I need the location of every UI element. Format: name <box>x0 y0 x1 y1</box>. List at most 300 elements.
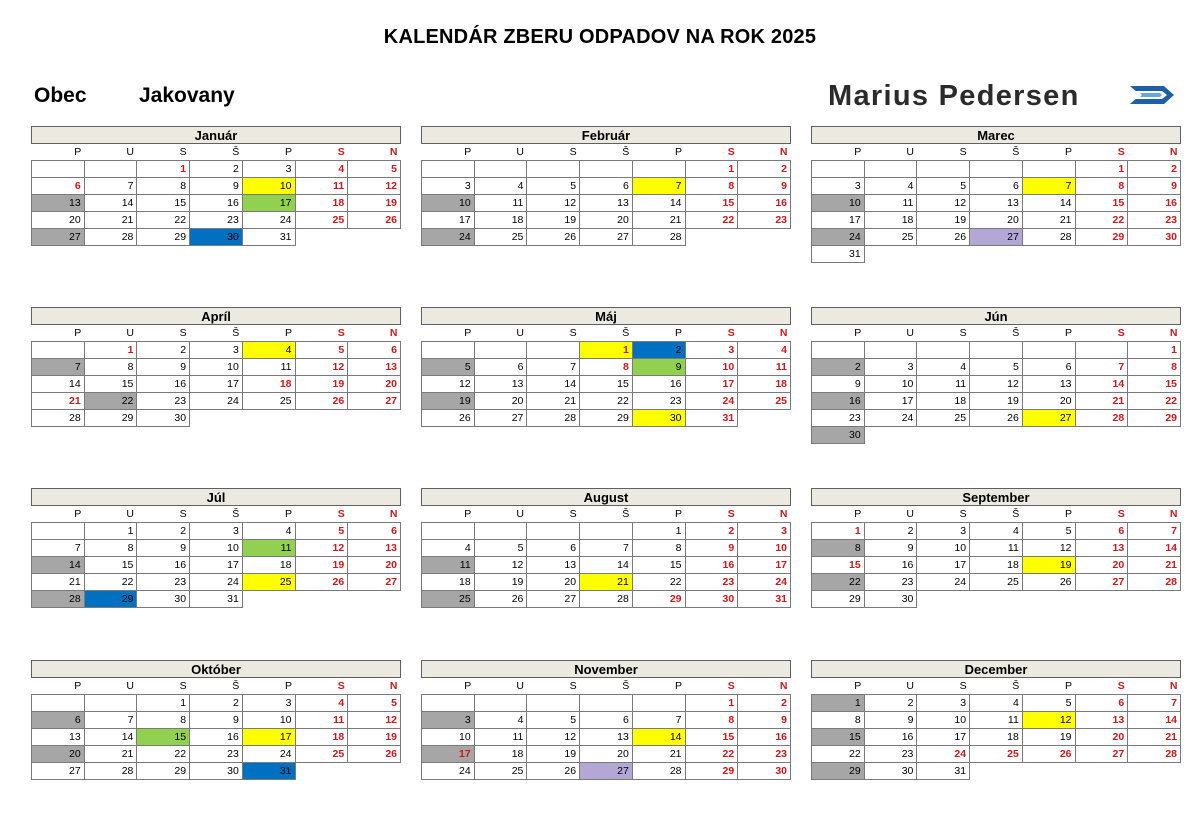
weekday-header: N <box>389 680 398 692</box>
weekday-header: P <box>675 680 683 692</box>
day-cell: 28 <box>1075 410 1128 427</box>
empty-day-cell <box>527 695 580 712</box>
day-cell: 24 <box>864 410 917 427</box>
day-cell: 9 <box>738 178 791 195</box>
day-cell: 21 <box>1128 557 1181 574</box>
weekday-header: S <box>727 146 735 158</box>
day-cell: 16 <box>190 729 243 746</box>
week-row <box>422 746 791 763</box>
empty-day-cell <box>1075 427 1128 444</box>
empty-day-cell <box>970 161 1023 178</box>
weekday-header: Š <box>232 680 240 692</box>
day-cell: 2 <box>738 161 791 178</box>
day-cell: 1 <box>685 695 738 712</box>
day-cell: 28 <box>1128 574 1181 591</box>
empty-day-cell <box>32 161 85 178</box>
day-cell: 2 <box>685 523 738 540</box>
day-cell: 10 <box>917 540 970 557</box>
empty-day-cell <box>1075 763 1128 780</box>
day-cell: 1 <box>632 523 685 540</box>
empty-day-cell <box>970 246 1023 263</box>
weekday-header: U <box>126 508 134 520</box>
day-cell: 28 <box>632 763 685 780</box>
empty-day-cell <box>474 695 527 712</box>
weekday-header: Š <box>232 146 240 158</box>
weekday-header: P <box>854 508 862 520</box>
day-cell: 1 <box>84 342 137 359</box>
weekday-header: N <box>389 327 398 339</box>
day-cell: 11 <box>917 376 970 393</box>
day-cell: 17 <box>190 376 243 393</box>
day-cell: 13 <box>580 729 633 746</box>
day-cell: 20 <box>580 746 633 763</box>
week-row <box>32 393 401 410</box>
week-row <box>32 523 401 540</box>
day-cell: 25 <box>422 591 475 608</box>
week-row <box>422 729 791 746</box>
day-cell: 20 <box>580 212 633 229</box>
weekday-header: U <box>516 508 524 520</box>
day-cell: 14 <box>1128 712 1181 729</box>
day-cell: 5 <box>1022 695 1075 712</box>
day-cell: 23 <box>190 746 243 763</box>
day-cell: 29 <box>632 591 685 608</box>
week-row <box>32 712 401 729</box>
month-august <box>421 488 791 654</box>
day-cell: 12 <box>1022 540 1075 557</box>
day-cell: 29 <box>685 763 738 780</box>
day-cell: 19 <box>1022 557 1075 574</box>
month-days-table <box>31 506 401 608</box>
day-cell: 8 <box>84 359 137 376</box>
day-cell: 15 <box>685 195 738 212</box>
month-days-table <box>811 144 1181 263</box>
day-cell: 13 <box>580 195 633 212</box>
day-cell: 27 <box>970 229 1023 246</box>
day-cell: 15 <box>632 557 685 574</box>
week-row <box>422 359 791 376</box>
month-days-table <box>31 325 401 427</box>
week-row <box>32 376 401 393</box>
empty-day-cell <box>474 342 527 359</box>
week-row <box>812 729 1181 746</box>
weekday-header: U <box>516 680 524 692</box>
empty-day-cell <box>348 591 401 608</box>
day-cell: 30 <box>137 410 190 427</box>
day-cell: 17 <box>422 212 475 229</box>
day-cell: 15 <box>1128 376 1181 393</box>
week-row <box>812 523 1181 540</box>
weekday-header: N <box>389 508 398 520</box>
day-cell: 14 <box>1022 195 1075 212</box>
empty-day-cell <box>474 161 527 178</box>
day-cell: 3 <box>738 523 791 540</box>
day-cell: 26 <box>527 229 580 246</box>
day-cell: 27 <box>32 229 85 246</box>
day-cell: 29 <box>1075 229 1128 246</box>
day-cell: 11 <box>242 540 295 557</box>
weekday-header: N <box>1169 327 1178 339</box>
day-cell: 24 <box>242 212 295 229</box>
day-cell: 26 <box>474 591 527 608</box>
empty-day-cell <box>917 246 970 263</box>
day-cell: 20 <box>474 393 527 410</box>
day-cell: 22 <box>632 574 685 591</box>
day-cell: 15 <box>137 729 190 746</box>
weekday-header: Š <box>622 680 630 692</box>
month-title: Január <box>31 126 401 144</box>
day-cell: 1 <box>812 695 865 712</box>
day-cell: 5 <box>348 695 401 712</box>
empty-day-cell <box>1128 427 1181 444</box>
empty-day-cell <box>812 342 865 359</box>
weekday-header: S <box>1117 680 1125 692</box>
day-cell: 30 <box>685 591 738 608</box>
day-cell: 2 <box>137 342 190 359</box>
calendar-grid <box>31 126 1181 814</box>
empty-day-cell <box>295 591 348 608</box>
empty-day-cell <box>738 410 791 427</box>
day-cell: 27 <box>1075 574 1128 591</box>
day-cell: 3 <box>242 161 295 178</box>
weekday-header: Š <box>622 327 630 339</box>
month-title: August <box>421 488 791 506</box>
day-cell: 14 <box>580 557 633 574</box>
weekday-header: S <box>1117 146 1125 158</box>
day-cell: 10 <box>738 540 791 557</box>
day-cell: 26 <box>970 410 1023 427</box>
weekday-header: S <box>569 146 577 158</box>
day-cell: 2 <box>137 523 190 540</box>
week-row <box>812 557 1181 574</box>
weekday-header: S <box>727 327 735 339</box>
day-cell: 17 <box>917 729 970 746</box>
day-cell: 2 <box>190 695 243 712</box>
week-row <box>32 229 401 246</box>
day-cell: 16 <box>738 729 791 746</box>
day-cell: 4 <box>242 342 295 359</box>
empty-day-cell <box>1022 591 1075 608</box>
day-cell: 3 <box>917 695 970 712</box>
empty-day-cell <box>738 229 791 246</box>
empty-day-cell <box>422 161 475 178</box>
day-cell: 27 <box>32 763 85 780</box>
day-cell: 25 <box>295 212 348 229</box>
month-title: September <box>811 488 1181 506</box>
week-row <box>812 195 1181 212</box>
week-row <box>422 342 791 359</box>
weekday-header: U <box>906 146 914 158</box>
day-cell: 11 <box>474 195 527 212</box>
day-cell: 19 <box>348 195 401 212</box>
month-apríl <box>31 307 401 482</box>
day-cell: 18 <box>917 393 970 410</box>
day-cell: 5 <box>474 540 527 557</box>
day-cell: 3 <box>190 342 243 359</box>
week-row <box>422 212 791 229</box>
empty-day-cell <box>32 523 85 540</box>
day-cell: 21 <box>632 212 685 229</box>
empty-day-cell <box>580 161 633 178</box>
day-cell: 4 <box>970 523 1023 540</box>
week-row <box>32 591 401 608</box>
week-row <box>32 212 401 229</box>
week-row <box>812 229 1181 246</box>
empty-day-cell <box>1022 342 1075 359</box>
day-cell: 11 <box>738 359 791 376</box>
month-title: Apríl <box>31 307 401 325</box>
day-cell: 8 <box>812 540 865 557</box>
weekday-header: P <box>675 508 683 520</box>
day-cell: 29 <box>84 410 137 427</box>
weekday-header: P <box>285 146 293 158</box>
weekday-header: P <box>74 327 82 339</box>
day-cell: 24 <box>190 574 243 591</box>
empty-day-cell <box>1128 246 1181 263</box>
month-title: Máj <box>421 307 791 325</box>
day-cell: 5 <box>348 161 401 178</box>
empty-day-cell <box>632 161 685 178</box>
empty-day-cell <box>632 695 685 712</box>
empty-day-cell <box>917 591 970 608</box>
day-cell: 13 <box>1075 540 1128 557</box>
day-cell: 9 <box>137 359 190 376</box>
day-cell: 3 <box>422 178 475 195</box>
day-cell: 22 <box>812 574 865 591</box>
day-cell: 20 <box>348 557 401 574</box>
week-row <box>422 376 791 393</box>
day-cell: 24 <box>422 229 475 246</box>
empty-day-cell <box>190 410 243 427</box>
weekday-header: P <box>464 508 472 520</box>
day-cell: 7 <box>632 178 685 195</box>
week-row <box>32 695 401 712</box>
week-row <box>812 246 1181 263</box>
day-cell: 6 <box>1075 523 1128 540</box>
empty-day-cell <box>295 229 348 246</box>
week-row <box>812 695 1181 712</box>
day-cell: 13 <box>32 195 85 212</box>
month-december <box>811 660 1181 814</box>
week-row <box>32 195 401 212</box>
day-cell: 1 <box>812 523 865 540</box>
day-cell: 8 <box>812 712 865 729</box>
empty-day-cell <box>1075 591 1128 608</box>
week-row <box>812 591 1181 608</box>
month-days-table <box>421 325 791 427</box>
day-cell: 28 <box>84 229 137 246</box>
empty-day-cell <box>1022 763 1075 780</box>
day-cell: 6 <box>1075 695 1128 712</box>
day-cell: 27 <box>1075 746 1128 763</box>
empty-day-cell <box>422 342 475 359</box>
weekday-header: P <box>1065 146 1073 158</box>
empty-day-cell <box>1075 342 1128 359</box>
day-cell: 27 <box>1022 410 1075 427</box>
day-cell: 17 <box>685 376 738 393</box>
week-row <box>812 161 1181 178</box>
empty-day-cell <box>295 763 348 780</box>
day-cell: 2 <box>864 695 917 712</box>
day-cell: 7 <box>1022 178 1075 195</box>
day-cell: 26 <box>295 393 348 410</box>
weekday-header: S <box>727 508 735 520</box>
week-row <box>422 712 791 729</box>
month-september <box>811 488 1181 654</box>
day-cell: 14 <box>632 195 685 212</box>
day-cell: 11 <box>242 359 295 376</box>
month-máj <box>421 307 791 482</box>
week-row <box>422 695 791 712</box>
day-cell: 25 <box>242 574 295 591</box>
day-cell: 25 <box>864 229 917 246</box>
day-cell: 9 <box>864 540 917 557</box>
empty-day-cell <box>970 591 1023 608</box>
empty-day-cell <box>527 523 580 540</box>
day-cell: 4 <box>474 178 527 195</box>
day-cell: 19 <box>348 729 401 746</box>
day-cell: 10 <box>242 712 295 729</box>
day-cell: 8 <box>685 178 738 195</box>
week-row <box>422 195 791 212</box>
empty-day-cell <box>1022 161 1075 178</box>
day-cell: 9 <box>738 712 791 729</box>
week-row <box>32 178 401 195</box>
day-cell: 26 <box>348 746 401 763</box>
day-cell: 24 <box>917 746 970 763</box>
day-cell: 7 <box>580 540 633 557</box>
weekday-header: P <box>1065 327 1073 339</box>
empty-day-cell <box>32 342 85 359</box>
weekday-header: P <box>1065 508 1073 520</box>
municipality-name: Jakovany <box>139 84 235 107</box>
day-cell: 8 <box>137 178 190 195</box>
week-row <box>32 746 401 763</box>
day-cell: 11 <box>864 195 917 212</box>
day-cell: 15 <box>812 557 865 574</box>
day-cell: 7 <box>527 359 580 376</box>
weekday-header: N <box>389 146 398 158</box>
day-cell: 4 <box>422 540 475 557</box>
day-cell: 23 <box>1128 212 1181 229</box>
day-cell: 25 <box>738 393 791 410</box>
empty-day-cell <box>917 427 970 444</box>
day-cell: 27 <box>580 763 633 780</box>
day-cell: 25 <box>295 746 348 763</box>
empty-day-cell <box>348 763 401 780</box>
day-cell: 13 <box>1075 712 1128 729</box>
day-cell: 1 <box>580 342 633 359</box>
day-cell: 24 <box>812 229 865 246</box>
month-marec <box>811 126 1181 301</box>
day-cell: 11 <box>474 729 527 746</box>
week-row <box>812 712 1181 729</box>
day-cell: 16 <box>190 195 243 212</box>
day-cell: 11 <box>422 557 475 574</box>
day-cell: 19 <box>970 393 1023 410</box>
day-cell: 10 <box>242 178 295 195</box>
day-cell: 19 <box>1022 729 1075 746</box>
day-cell: 28 <box>32 591 85 608</box>
day-cell: 4 <box>295 161 348 178</box>
municipality-label: Obec <box>34 84 87 107</box>
week-row <box>32 342 401 359</box>
day-cell: 12 <box>970 376 1023 393</box>
day-cell: 4 <box>917 359 970 376</box>
day-cell: 30 <box>137 591 190 608</box>
day-cell: 10 <box>422 729 475 746</box>
day-cell: 31 <box>242 763 295 780</box>
day-cell: 13 <box>527 557 580 574</box>
empty-day-cell <box>1075 246 1128 263</box>
day-cell: 27 <box>348 574 401 591</box>
weekday-header: S <box>569 327 577 339</box>
day-cell: 8 <box>1075 178 1128 195</box>
day-cell: 9 <box>685 540 738 557</box>
day-cell: 22 <box>685 746 738 763</box>
weekday-header: S <box>1117 327 1125 339</box>
day-cell: 22 <box>84 393 137 410</box>
weekday-header: U <box>516 146 524 158</box>
empty-day-cell <box>527 342 580 359</box>
day-cell: 17 <box>812 212 865 229</box>
day-cell: 26 <box>295 574 348 591</box>
day-cell: 13 <box>1022 376 1075 393</box>
day-cell: 14 <box>32 376 85 393</box>
week-row <box>422 574 791 591</box>
day-cell: 4 <box>864 178 917 195</box>
weekday-header: S <box>569 680 577 692</box>
day-cell: 14 <box>527 376 580 393</box>
day-cell: 16 <box>632 376 685 393</box>
day-cell: 12 <box>422 376 475 393</box>
weekday-header: S <box>337 327 345 339</box>
day-cell: 30 <box>738 763 791 780</box>
day-cell: 24 <box>738 574 791 591</box>
week-row <box>422 161 791 178</box>
day-cell: 7 <box>32 540 85 557</box>
weekday-header: U <box>516 327 524 339</box>
weekday-header: S <box>959 680 967 692</box>
day-cell: 1 <box>685 161 738 178</box>
day-cell: 10 <box>190 540 243 557</box>
day-cell: 22 <box>1128 393 1181 410</box>
empty-day-cell <box>685 229 738 246</box>
day-cell: 23 <box>864 746 917 763</box>
day-cell: 22 <box>84 574 137 591</box>
month-február <box>421 126 791 301</box>
empty-day-cell <box>84 695 137 712</box>
weekday-header: N <box>1169 680 1178 692</box>
empty-day-cell <box>527 161 580 178</box>
day-cell: 6 <box>1022 359 1075 376</box>
week-row <box>32 540 401 557</box>
week-row <box>812 393 1181 410</box>
day-cell: 23 <box>632 393 685 410</box>
weekday-header: P <box>675 327 683 339</box>
month-days-table <box>811 678 1181 780</box>
day-cell: 25 <box>242 393 295 410</box>
day-cell: 25 <box>970 746 1023 763</box>
day-cell: 16 <box>812 393 865 410</box>
month-júl <box>31 488 401 654</box>
day-cell: 5 <box>295 523 348 540</box>
weekday-header: Š <box>622 146 630 158</box>
day-cell: 3 <box>917 523 970 540</box>
empty-day-cell <box>422 523 475 540</box>
page-title: KALENDÁR ZBERU ODPADOV NA ROK 2025 <box>383 26 817 48</box>
day-cell: 22 <box>580 393 633 410</box>
